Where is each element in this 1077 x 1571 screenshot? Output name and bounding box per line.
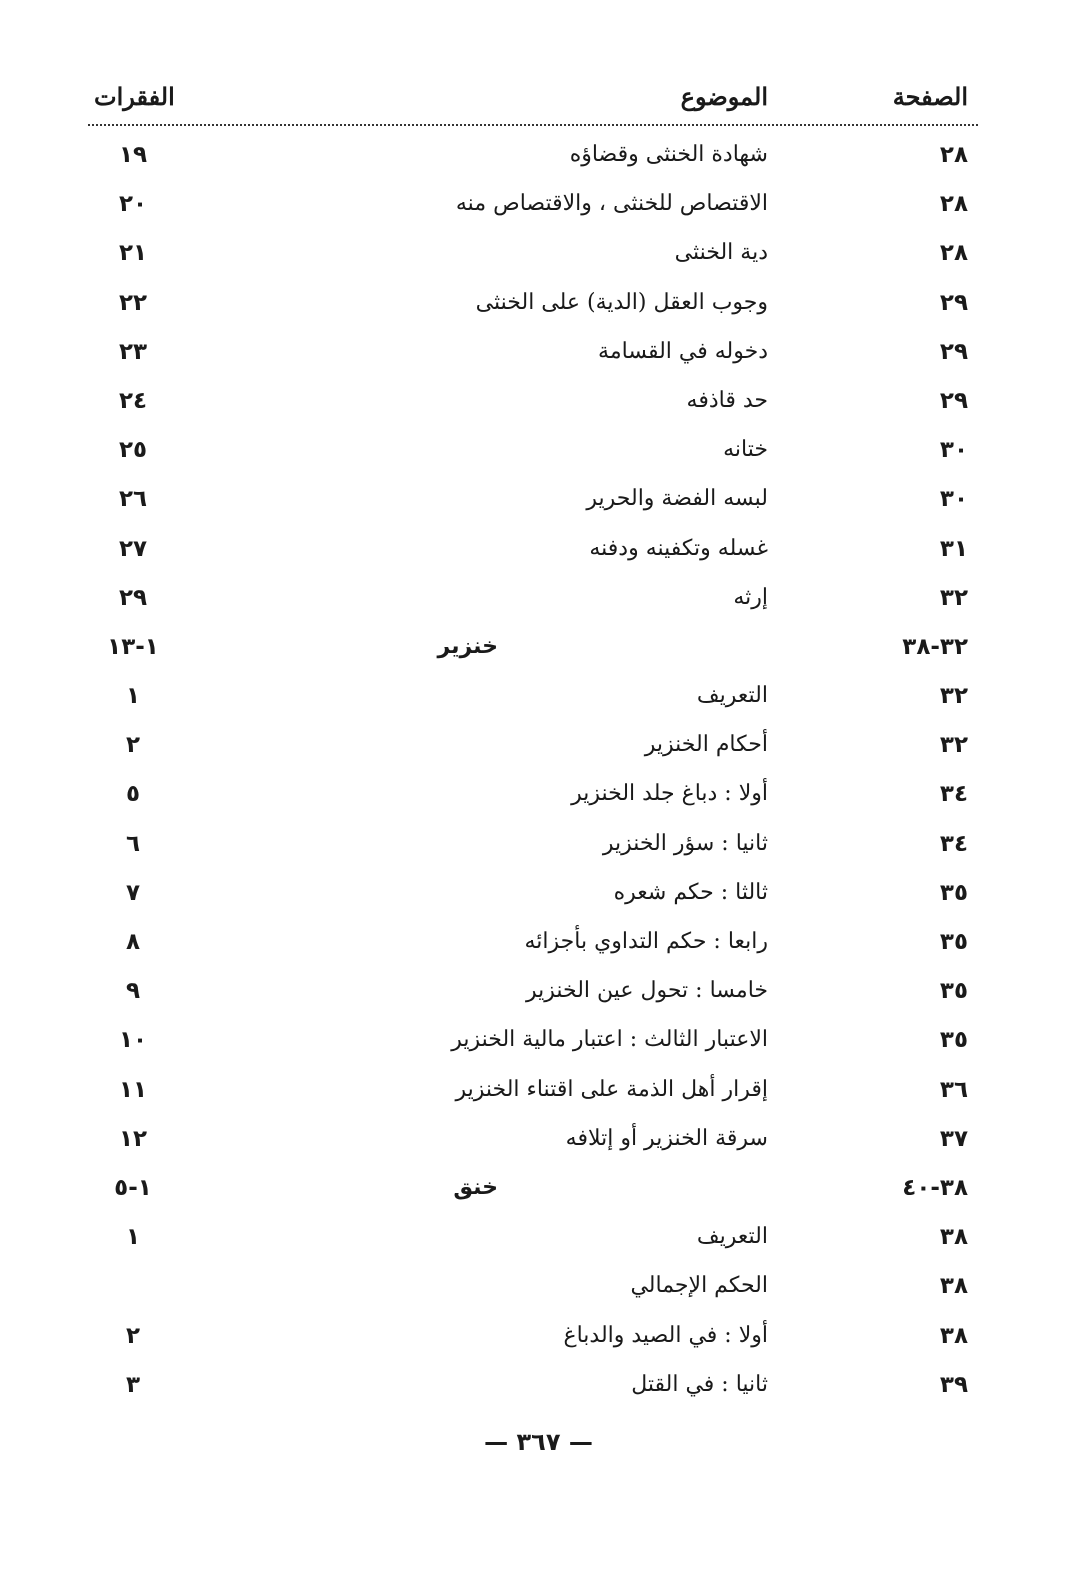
table-row [88, 579, 978, 628]
row-paragraph-number: ٢٠ [118, 191, 148, 218]
row-topic: إرثه [733, 584, 768, 610]
index-table [88, 136, 978, 1415]
row-page-number: ٣٨ [939, 1224, 968, 1251]
row-page-number: ٢٨ [939, 191, 968, 218]
row-topic: أولا : في الصيد والدباغ [563, 1322, 768, 1348]
row-topic: سرقة الخنزير أو إتلافه [565, 1125, 768, 1151]
table-row [88, 185, 978, 234]
section-row [88, 1169, 978, 1218]
table-row [88, 677, 978, 726]
row-paragraph-number: ٣ [125, 1371, 141, 1398]
row-paragraph-number: ١٢ [118, 1125, 148, 1152]
row-page-number: ٢٨ [939, 240, 968, 267]
header-topic-label: الموضوع [680, 82, 768, 111]
row-page-number: ٣٢ [939, 732, 968, 759]
row-paragraph-number: ١-١٣ [107, 633, 159, 660]
row-page-number: ٣٧ [939, 1125, 968, 1152]
section-title: خنزير [437, 633, 498, 659]
row-page-number: ٣٦ [939, 1076, 968, 1103]
row-paragraph-number: ٢٤ [118, 387, 148, 414]
row-paragraph-number: ٨ [125, 929, 141, 955]
table-row [88, 530, 978, 579]
header-paragraphs-label: الفقرات [94, 82, 175, 111]
table-row [88, 726, 978, 775]
row-page-number: ٣٥ [939, 879, 968, 906]
row-topic: ختانه [723, 437, 768, 463]
row-topic: الاقتصاص للخنثى ، والاقتصاص منه [455, 191, 768, 217]
row-topic: رابعا : حكم التداوي بأجزائه [524, 929, 768, 954]
row-topic: ثانيا : سؤر الخنزير [602, 830, 768, 856]
table-row [88, 1120, 978, 1169]
table-row [88, 480, 978, 529]
row-topic: أولا : دباغ جلد الخنزير [571, 781, 768, 807]
row-page-number: ٣٤ [939, 781, 968, 808]
row-topic: خامسا : تحول عين الخنزير [525, 978, 768, 1004]
header-page-label: الصفحة [892, 82, 968, 111]
row-page-number: ٢٩ [939, 387, 968, 414]
row-paragraph-number: ٢٣ [118, 338, 148, 365]
table-row [88, 874, 978, 923]
row-paragraph-number: ٢١ [118, 240, 148, 267]
row-topic: دخوله في القسامة [598, 338, 768, 364]
row-paragraph-number: ٢٢ [118, 289, 148, 316]
row-page-number: ٣٢-٣٨ [902, 633, 968, 660]
table-row [88, 431, 978, 480]
row-page-number: ٣٨ [939, 1322, 968, 1349]
row-paragraph-number: ١٩ [118, 142, 148, 168]
row-paragraph-number: ١٠ [118, 1027, 148, 1054]
row-paragraph-number: ١-٥ [114, 1174, 152, 1201]
row-topic: شهادة الخنثى وقضاؤه [569, 142, 768, 167]
table-row [88, 234, 978, 283]
row-page-number: ٣٥ [939, 929, 968, 955]
row-page-number: ٣٩ [939, 1371, 968, 1398]
row-paragraph-number: ٧ [125, 879, 141, 906]
table-row [88, 1317, 978, 1366]
row-page-number: ٢٩ [939, 289, 968, 316]
table-row [88, 1366, 978, 1415]
row-topic: التعريف [696, 1224, 768, 1250]
row-page-number: ٣٢ [939, 584, 968, 611]
row-paragraph-number: ١ [125, 1224, 141, 1251]
row-page-number: ٣٨-٤٠ [902, 1174, 968, 1201]
row-topic: الحكم الإجمالي [630, 1273, 768, 1299]
row-topic: الاعتبار الثالث : اعتبار مالية الخنزير [451, 1027, 768, 1053]
row-topic: التعريف [696, 683, 768, 709]
table-row [88, 1218, 978, 1267]
row-topic: ثالثا : حكم شعره [613, 879, 768, 905]
section-title: خنق [453, 1174, 498, 1200]
row-paragraph-number: ٢ [125, 1322, 141, 1349]
row-paragraph-number: ٢٧ [118, 535, 148, 562]
table-row [88, 1267, 978, 1316]
row-page-number: ٣٠ [939, 486, 968, 513]
row-paragraph-number: ٢٦ [118, 486, 148, 513]
table-row [88, 136, 978, 185]
row-paragraph-number: ١١ [118, 1076, 148, 1103]
row-topic: لبسه الفضة والحرير [586, 486, 768, 512]
row-page-number: ٣٨ [939, 1273, 968, 1300]
table-row [88, 775, 978, 824]
row-paragraph-number: ١ [125, 683, 141, 710]
table-row [88, 923, 978, 972]
table-row [88, 284, 978, 333]
table-row [88, 972, 978, 1021]
row-topic: ثانيا : في القتل [631, 1371, 768, 1397]
row-page-number: ٣٥ [939, 978, 968, 1005]
row-paragraph-number: ٥ [125, 781, 141, 808]
row-paragraph-number: ٢٥ [118, 437, 148, 464]
table-row [88, 1021, 978, 1070]
row-paragraph-number: ٢٩ [118, 584, 148, 611]
row-page-number: ٣٠ [939, 437, 968, 464]
row-topic: غسله وتكفينه ودفنه [589, 535, 768, 561]
page-number: — ٣٦٧ — [484, 1428, 593, 1456]
table-row [88, 382, 978, 431]
row-topic: حد قاذفه [686, 387, 768, 413]
row-paragraph-number: ٦ [125, 830, 141, 857]
table-row [88, 825, 978, 874]
row-paragraph-number: ٩ [125, 978, 141, 1005]
row-page-number: ٣٤ [939, 830, 968, 857]
table-header [88, 78, 978, 126]
row-paragraph-number: ٢ [125, 732, 141, 759]
row-topic: إقرار أهل الذمة على اقتناء الخنزير [455, 1076, 768, 1102]
row-page-number: ٣١ [939, 535, 968, 562]
row-page-number: ٣٢ [939, 683, 968, 710]
row-page-number: ٢٨ [939, 142, 968, 168]
row-topic: دية الخنثى [674, 240, 768, 266]
section-row [88, 628, 978, 677]
row-topic: وجوب العقل (الدية) على الخنثى [475, 289, 768, 315]
row-page-number: ٢٩ [939, 338, 968, 365]
row-page-number: ٣٥ [939, 1027, 968, 1054]
row-topic: أحكام الخنزير [644, 732, 768, 758]
table-row [88, 333, 978, 382]
table-row [88, 1071, 978, 1120]
